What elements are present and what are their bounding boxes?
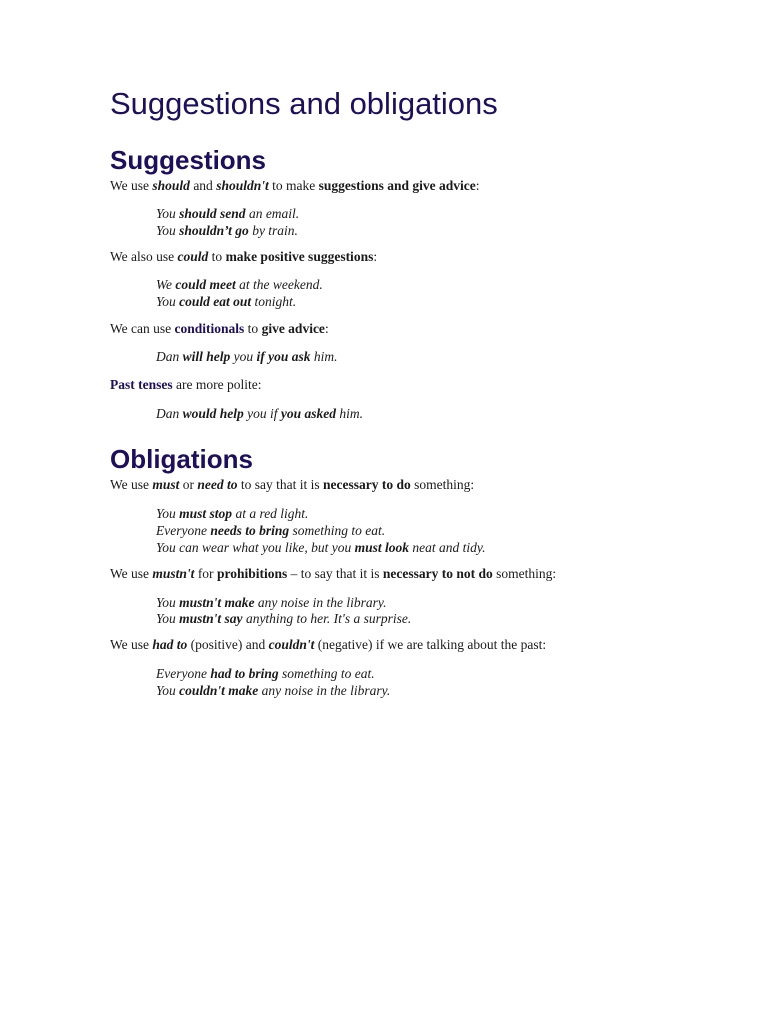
example-keyword: couldn't make <box>179 683 259 698</box>
page-title: Suggestions and obligations <box>110 86 498 121</box>
text-run: : <box>324 321 329 336</box>
emphasis-text: prohibitions <box>216 566 288 581</box>
example-sentence <box>156 682 390 699</box>
text-run: Dan <box>156 406 183 421</box>
text-run: any noise in the library. <box>258 683 391 698</box>
example-sentence <box>156 539 486 556</box>
text-run: We can use <box>110 321 175 336</box>
text-run: to <box>208 249 226 264</box>
example-sentence <box>156 205 299 222</box>
example-keyword: needs to bring <box>210 523 290 538</box>
text-run: any noise in the library. <box>254 595 387 610</box>
text-run: tonight. <box>251 294 297 309</box>
emphasis-text: necessary to not do <box>382 566 493 581</box>
text-run: him. <box>336 406 364 421</box>
text-run: anything to her. It's a surprise. <box>242 611 412 626</box>
text-run: to say that it is <box>237 477 324 492</box>
text-run: something to eat. <box>289 523 386 538</box>
example-keyword: must stop <box>179 506 233 521</box>
emphasis-text: make positive suggestions <box>225 249 374 264</box>
text-run: You can wear what you like, but you <box>156 540 355 555</box>
text-run: : <box>475 178 480 193</box>
example-keyword: you asked <box>280 406 337 421</box>
text-run: an email. <box>245 206 300 221</box>
obligations-rule-mustnt <box>110 565 556 582</box>
text-run: We also use <box>110 249 178 264</box>
text-run: You <box>156 506 180 521</box>
example-keyword: shouldn’t go <box>179 223 249 238</box>
text-run: (negative) if we are talking about the past: <box>314 637 547 652</box>
example-keyword: should send <box>179 206 246 221</box>
example-keyword: had to bring <box>210 666 279 681</box>
text-run: are more polite: <box>172 377 262 392</box>
keyword-should: should <box>152 178 190 193</box>
keyword-had-to: had to <box>152 637 188 652</box>
text-run: You <box>156 683 180 698</box>
example-sentence <box>156 405 363 422</box>
keyword-could: could <box>177 249 209 264</box>
text-run: Everyone <box>156 666 211 681</box>
example-keyword: if you ask <box>256 349 311 364</box>
keyword-conditionals: conditionals <box>174 321 245 336</box>
example-sentence <box>156 665 375 682</box>
example-sentence <box>156 276 323 293</box>
text-run: something to eat. <box>278 666 375 681</box>
text-run: you <box>230 349 257 364</box>
text-run: to <box>244 321 262 336</box>
example-keyword: mustn't make <box>179 595 255 610</box>
text-run: You <box>156 611 180 626</box>
text-run: We use <box>110 477 153 492</box>
keyword-must: must <box>152 477 180 492</box>
text-run: : <box>373 249 378 264</box>
suggestions-rule-could <box>110 248 377 265</box>
suggestions-rule-past-tenses <box>110 376 261 393</box>
text-run: you if <box>243 406 281 421</box>
example-sentence <box>156 594 387 611</box>
text-run: at the weekend. <box>235 277 323 292</box>
example-keyword: could meet <box>175 277 236 292</box>
keyword-couldnt: couldn't <box>268 637 315 652</box>
text-run: Everyone <box>156 523 211 538</box>
text-run: – to say that it is <box>287 566 383 581</box>
obligations-heading: Obligations <box>110 444 253 474</box>
text-run: We use <box>110 566 153 581</box>
text-run: Dan <box>156 349 183 364</box>
example-keyword: could eat out <box>179 294 252 309</box>
text-run: for <box>194 566 217 581</box>
text-run: You <box>156 294 180 309</box>
text-run: at a red light. <box>232 506 309 521</box>
example-keyword: must look <box>354 540 410 555</box>
keyword-past-tenses: Past tenses <box>110 377 173 392</box>
text-run: and <box>189 178 217 193</box>
example-sentence <box>156 505 308 522</box>
suggestions-heading: Suggestions <box>110 145 267 175</box>
keyword-need-to: need to <box>197 477 238 492</box>
text-run: something: <box>492 566 557 581</box>
example-keyword: mustn't say <box>179 611 243 626</box>
emphasis-text: give advice <box>261 321 325 336</box>
obligations-rule-past <box>110 636 546 653</box>
emphasis-text: suggestions and give advice <box>318 178 476 193</box>
obligations-rule-must <box>110 476 474 493</box>
text-run: (positive) and <box>187 637 269 652</box>
example-keyword: will help <box>182 349 231 364</box>
example-sentence <box>156 293 296 310</box>
text-run: or <box>179 477 198 492</box>
example-sentence <box>156 610 411 627</box>
text-run: by train. <box>248 223 298 238</box>
suggestions-rule-conditionals <box>110 320 329 337</box>
text-run: We use <box>110 178 153 193</box>
text-run: You <box>156 206 180 221</box>
example-sentence <box>156 222 298 239</box>
example-sentence <box>156 348 338 365</box>
text-run: We <box>156 277 176 292</box>
text-run: him. <box>310 349 338 364</box>
text-run: something: <box>410 477 475 492</box>
text-run: neat and tidy. <box>409 540 486 555</box>
keyword-shouldnt: shouldn't <box>216 178 269 193</box>
text-run: We use <box>110 637 153 652</box>
example-keyword: would help <box>182 406 244 421</box>
text-run: to make <box>268 178 319 193</box>
text-run: You <box>156 223 180 238</box>
emphasis-text: necessary to do <box>323 477 411 492</box>
keyword-mustnt: mustn't <box>152 566 195 581</box>
example-sentence <box>156 522 385 539</box>
text-run: You <box>156 595 180 610</box>
suggestions-rule-should <box>110 177 480 194</box>
